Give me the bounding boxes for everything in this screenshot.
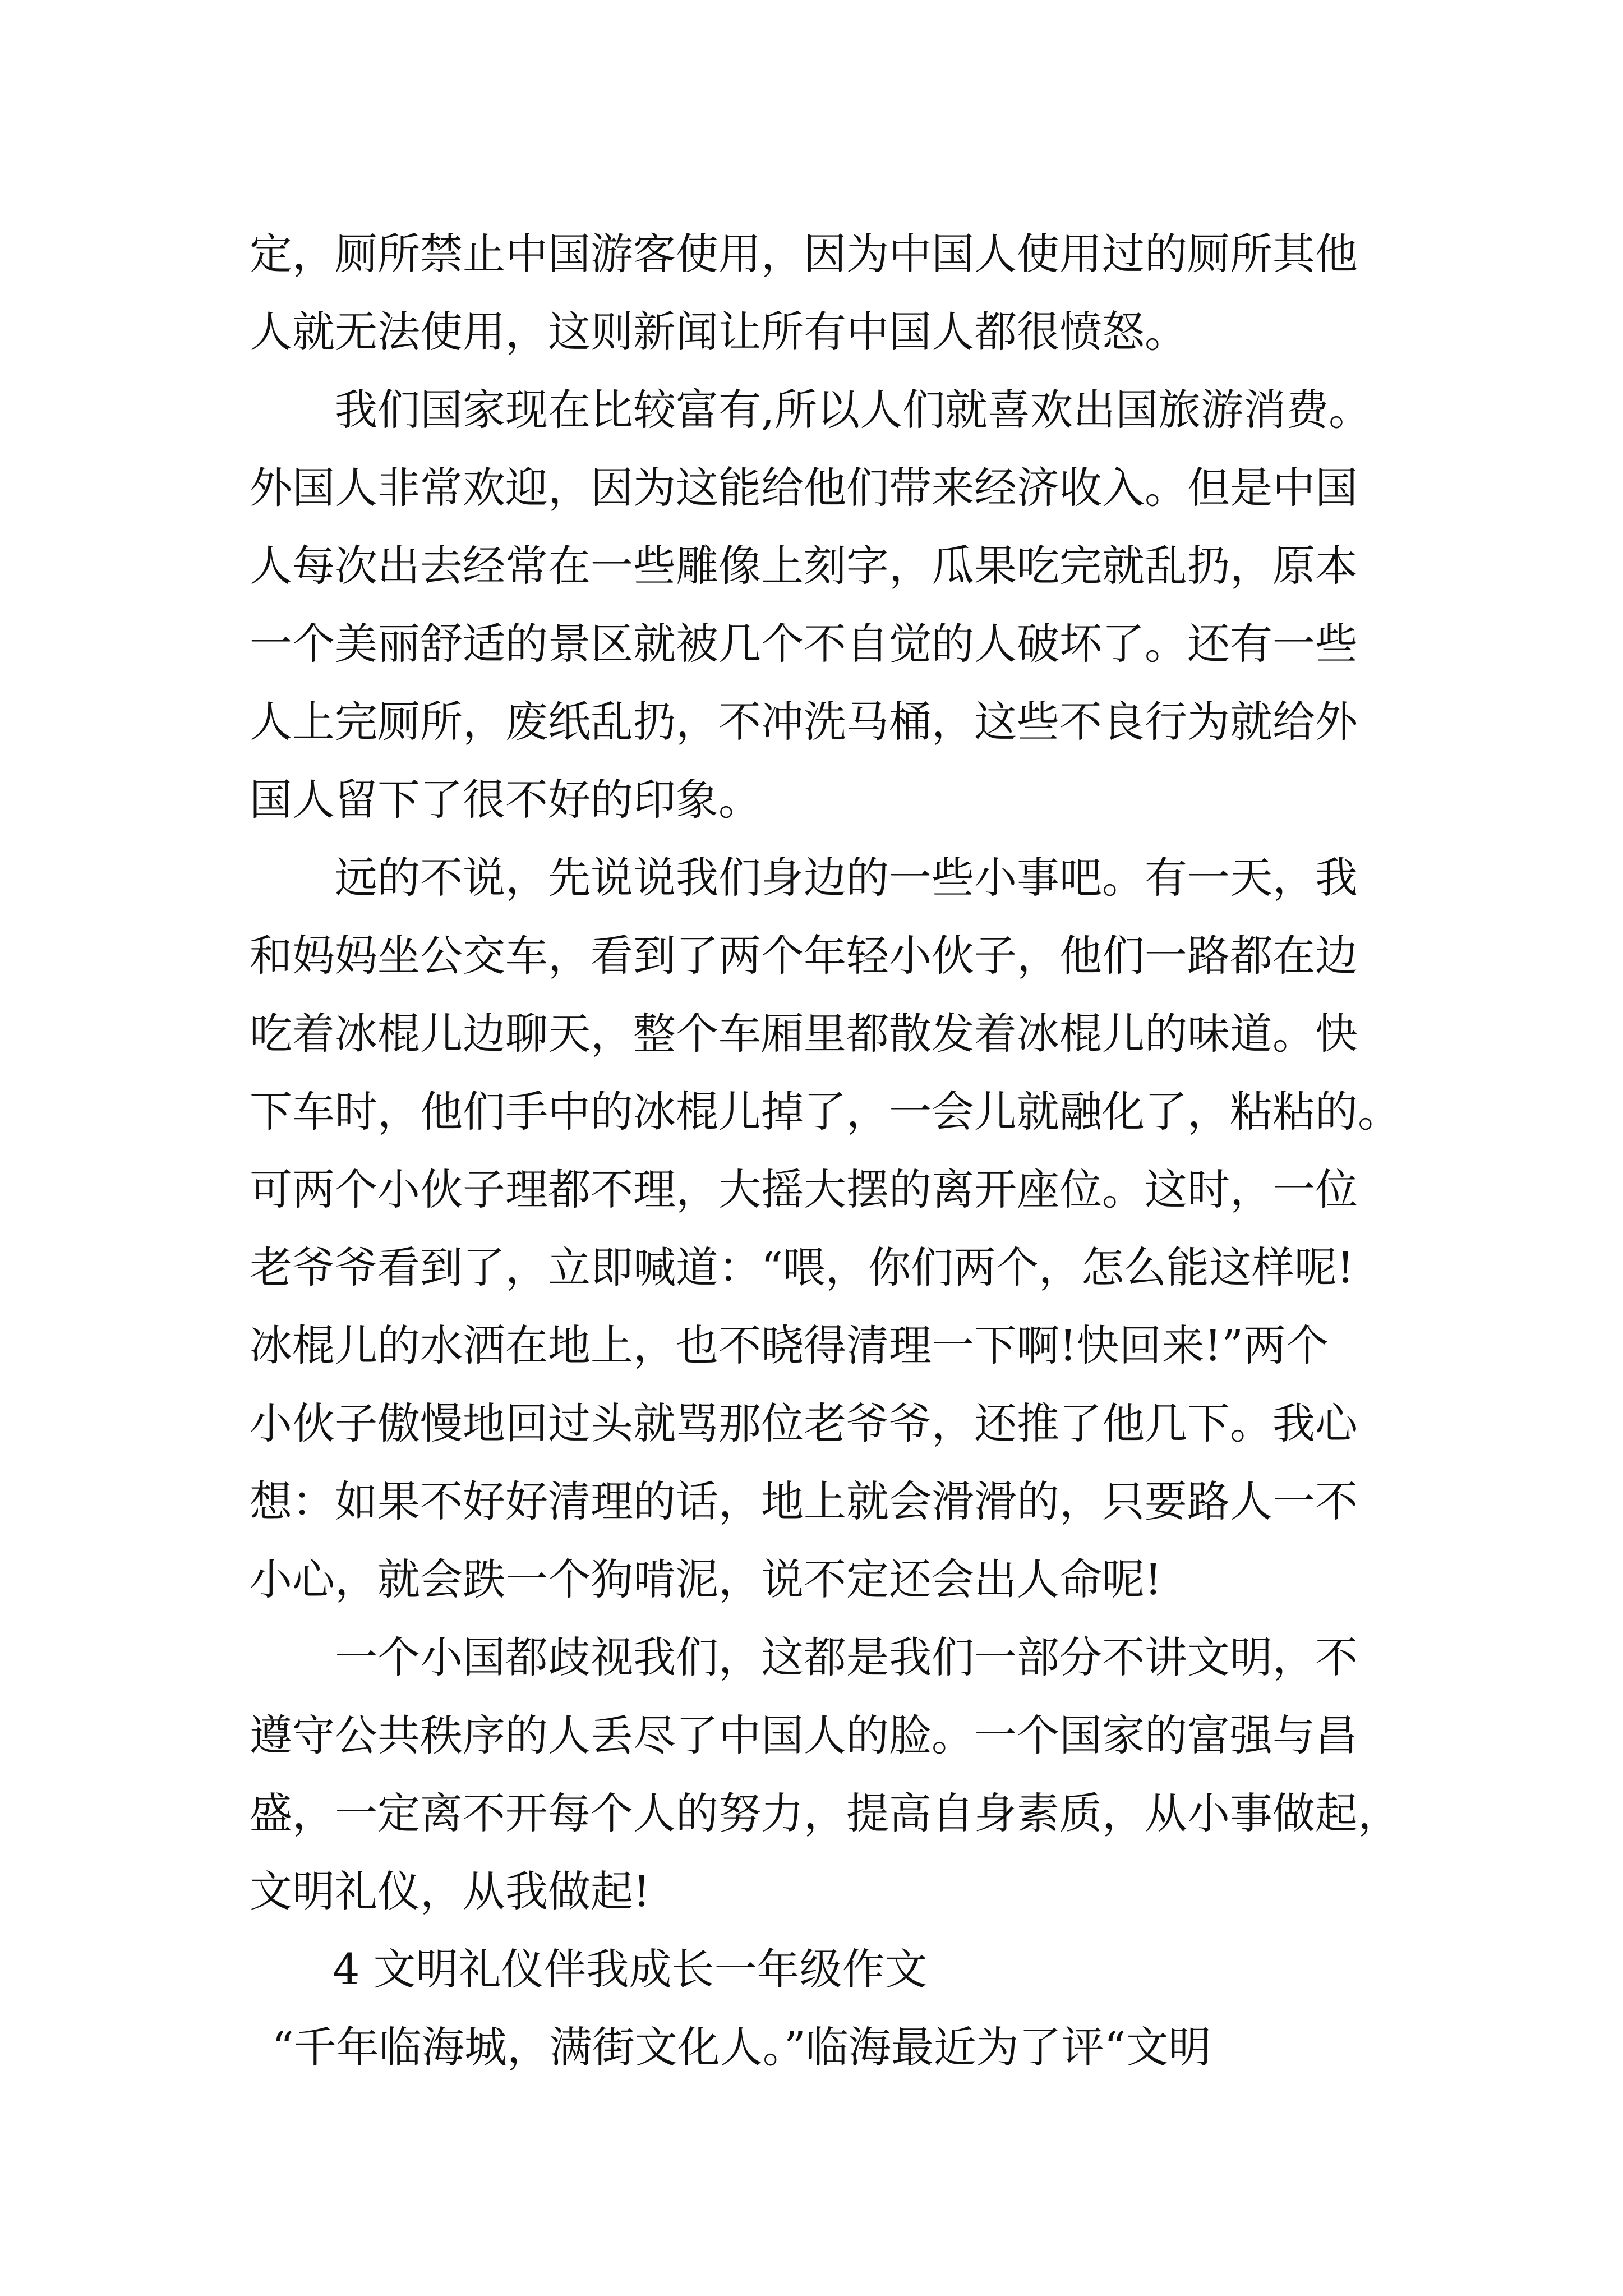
text-line: 遵守公共秩序的人丢尽了中国人的脸。一个国家的富强与昌 bbox=[250, 1710, 1358, 1760]
text-line: 老爷爷看到了，立即喊道：“喂，你们两个，怎么能这样呢! bbox=[250, 1243, 1354, 1292]
text-line: 盛，一定离不开每个人的努力，提高自身素质，从小事做起， bbox=[250, 1788, 1400, 1838]
text-line: 定，厕所禁止中国游客使用，因为中国人使用过的厕所其他 bbox=[250, 229, 1358, 279]
text-line: 下车时，他们手中的冰棍儿掉了，一会儿就融化了，粘粘的。 bbox=[250, 1087, 1400, 1137]
text-line: 吃着冰棍儿边聊天，整个车厢里都散发着冰棍儿的味道。快 bbox=[250, 1009, 1358, 1059]
paragraph-start-line: “千年临海城，满街文化人。”临海最近为了评“文明 bbox=[272, 2022, 1211, 2072]
text-line: 外国人非常欢迎，因为这能给他们带来经济收入。但是中国 bbox=[250, 463, 1358, 513]
text-line: 冰棍儿的水洒在地上，也不晓得清理一下啊!快回来!”两个 bbox=[250, 1320, 1329, 1370]
essay-text bbox=[250, 215, 1400, 2086]
text-line: 人就无法使用，这则新闻让所有中国人都很愤怒。 bbox=[250, 307, 1187, 357]
text-line: 小伙子傲慢地回过头就骂那位老爷爷，还推了他几下。我心 bbox=[250, 1398, 1358, 1448]
paragraph-start-line: 远的不说，先说说我们身边的一些小事吧。有一天，我 bbox=[335, 853, 1358, 903]
text-line: 和妈妈坐公交车，看到了两个年轻小伙子，他们一路都在边 bbox=[250, 931, 1358, 981]
section-heading: 4 文明礼仪伴我成长一年级作文 bbox=[333, 1944, 928, 1994]
text-line: 人上完厕所，废纸乱扔，不冲洗马桶，这些不良行为就给外 bbox=[250, 697, 1358, 747]
text-line: 人每次出去经常在一些雕像上刻字，瓜果吃完就乱扔，原本 bbox=[250, 541, 1358, 591]
text-line: 可两个小伙子理都不理，大摇大摆的离开座位。这时，一位 bbox=[250, 1165, 1358, 1214]
text-line: 国人留下了很不好的印象。 bbox=[250, 775, 761, 825]
text-line: 一个美丽舒适的景区就被几个不自觉的人破坏了。还有一些 bbox=[250, 619, 1358, 669]
text-line: 想：如果不好好清理的话，地上就会滑滑的，只要路人一不 bbox=[250, 1476, 1358, 1526]
text-line: 文明礼仪，从我做起! bbox=[250, 1866, 651, 1916]
paragraph-start-line: 我们国家现在比较富有,所以人们就喜欢出国旅游消费。 bbox=[335, 385, 1372, 435]
paragraph-start-line: 一个小国都歧视我们，这都是我们一部分不讲文明，不 bbox=[335, 1632, 1358, 1682]
text-line: 小心，就会跌一个狗啃泥，说不定还会出人命呢! bbox=[250, 1554, 1162, 1604]
